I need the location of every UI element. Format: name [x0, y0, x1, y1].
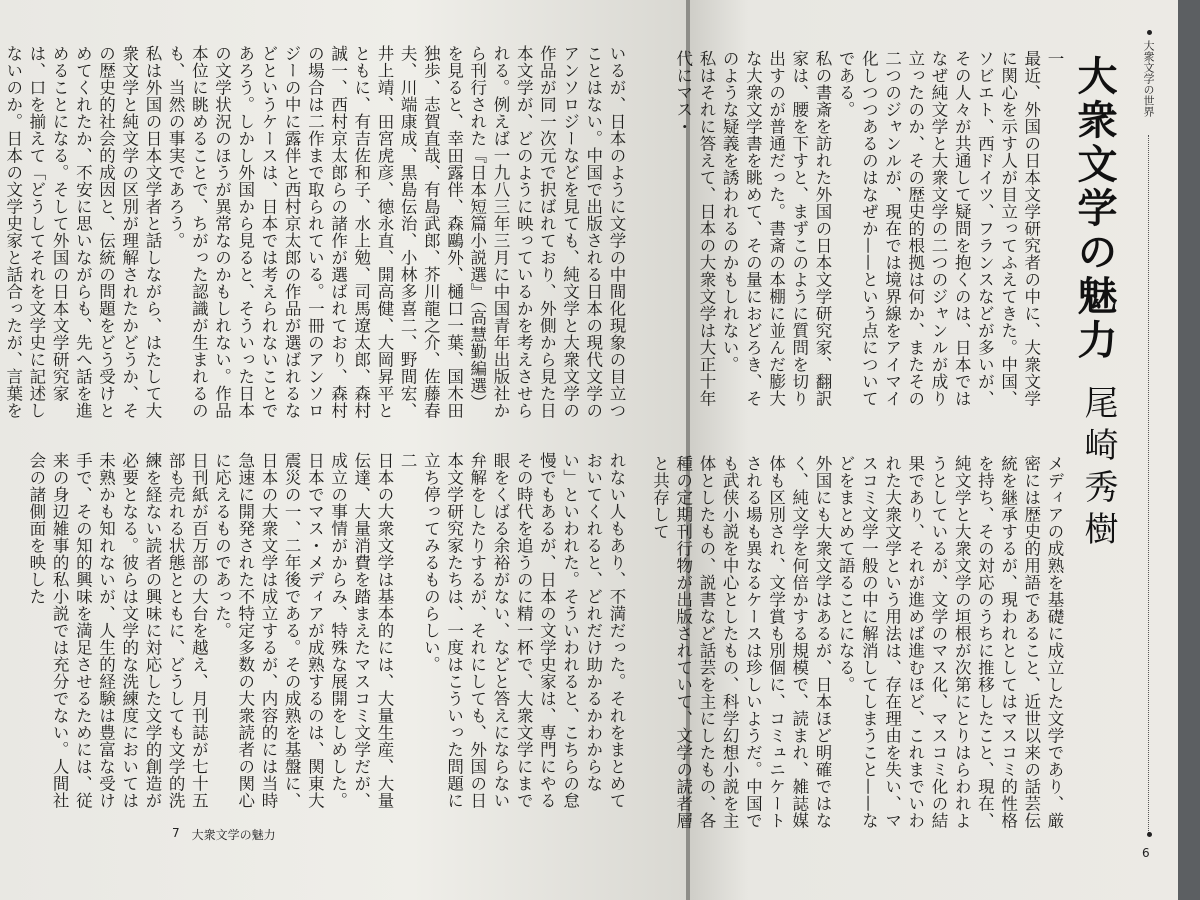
right-page-upper-text: 一 最近、外国の日本文学研究者の中に、大衆文学に関心を示す人が目立ってふえてきた。中国、ソビエト、西ドイツ、フランスなどが多いが、その人々が共通して疑問を抱くのは、日本ではなぜ純文学と大衆文学の二つのジャンルが成り立ったのか、その歴史的根拠は何か、またその二つのジャンルが、現在では境界線をアイマイ化しつつあるのはなぜか——という点についてである。 私の書斎を訪れた外国の日本文学研究家、翻訳家は、腰を下すと、まずこのように質問を切り出すのが普通だった。書斎の本棚に並んだ膨大な大衆文学書を眺めて、その量におどろき、そのような疑義を誘われるのかもしれない。 私はそれに答えて、日本の大衆文学は大正十年代にマス・ — [673, 50, 1064, 407]
article-author: 尾崎秀樹 — [1078, 385, 1118, 553]
series-bullet-icon — [1147, 30, 1152, 35]
running-head: 大衆文学の魅力 — [191, 828, 276, 842]
right-page — [650, 0, 1178, 900]
article-title: 大衆文学の魅力 — [1071, 55, 1118, 363]
dotted-rule — [1148, 135, 1150, 835]
left-page-number: 7 — [172, 826, 180, 840]
right-page-number: 6 — [1142, 846, 1150, 860]
left-page-upper-text: いるが、日本のように文学の中間化現象の目立つことはない。中国で出版される日本の現代文学のアンソロジーなどを見ても、純文学と大衆文学の作品が同一次元で択ばれており、外側から見た日本文学が、どのように映っているかを考えさせられる。例えば一九八三年三月に中国青年出版社から刊行された『日本短篇小説選』（高慧勤編選）を見ると、幸田露伴、森鷗外、樋口一葉、国木田独歩、志賀直哉、有島武郎、芥川龍之介、佐藤春夫、川端康成、黒島伝治、小林多喜二、野間宏、井上靖、田宮虎彦、徳永直、開高健、大岡昇平とともに、有吉佐和子、水上勉、司馬遼太郎、森村誠一、西村京太郎らの諸作が選ばれており、森村の場合は二作まで取られている。一冊のアンソロジーの中に露伴と西村京太郎の作品が選ばれるなどというケースは、日本では考えられないことであろう。しかし外国から見ると、そういった日本の文学状況のほうが異常なのかもしれない。作品本位に眺めることで、ちがった認識が生まれるのも、当然の事実であろう。 私は外国の日本文学者と話しながら、はたして大衆文学と純文学の区別が理解されたかどうか、その歴史的社会的成因と、伝統の問題をどう受けとめてくれたか、不安に思いながらも、先へ話を進めることになる。そして外国の日本文学研究家は、口を揃えて「どうしてそれを文学史に記述しないのか。日本の文学史家と話合ったが、言葉を — [3, 45, 626, 419]
right-page-lower-text: メディアの成熟を基礎に成立した文学であり、厳密には歴史的用語であること、近世以来の話芸伝統を継承するが、現われとしてはマスコミ的性格を持ち、その対応のうちに推移したこと、現在、純文学と大衆文学の垣根が次第にとりはらわれようとしているが、文学のマス化、マスコミ化の結果であり、それが進めば進むほど、これまでいわれた大衆文学という用法は、存在理由を失い、マスコミ文学一般の中に解消してしまうこと——などをまとめて語ることになる。 外国にも大衆文学はあるが、日本ほど明確ではなく、純文学を何倍かする規模で、読まれ、雑誌媒体も区別され、文学賞も別個に、コミュニケートされる場も異なるケースは珍しいようだ。中国でも武侠小説を中心としたもの、科学幻想小説を主体としたもの、説書など話芸を主にしたもの、各種の定期刊行物が出版されていて、文学の読者層と共存して — [650, 455, 1064, 829]
rule-end-dot-icon — [1147, 832, 1152, 837]
left-page-footer — [172, 826, 276, 843]
series-label: 大衆文学の世界 — [1142, 40, 1155, 117]
left-page-lower-text: れない人もあり、不満だった。それをまとめておいてくれると、どれだけ助かるかわからない」といわれた。そういわれると、こちらの怠慢でもあるが、日本の文学史家は、専門にやるその時代を追うのに精一杯で、大衆文学にまで眼をくばる余裕がない、などと答えにならない弁解をしたりするが、それにしても、外国の日本文学研究家たちは、一度はこういった問題に立ち停ってみるものらしい。 二 日本の大衆文学は基本的には、大量生産、大量伝達、大量消費を踏まえたマスコミ文学だが、成立の事情がからみ、特殊な展開をしめした。 日本でマス・メディアが成熟するのは、関東大震災の一、二年後である。その成熟を基盤に、日本の大衆文学は成立するが、内容的には当時急速に開発された不特定多数の大衆読者の関心に応えるものであった。 日刊紙が百万部の大台を越え、月刊誌が七十五部も売れる状態とともに、どうしても文学的洗練を経ない読者の興味に対応した文学的創造が必要となる。彼らは文学的な洗練度においては未熟かも知れないが、人生的経験は豊富な受け手で、その知的興味を満足させるためには、従来の身辺雑事的私小説では充分でない。人間社会の諸側面を映した — [26, 452, 626, 809]
